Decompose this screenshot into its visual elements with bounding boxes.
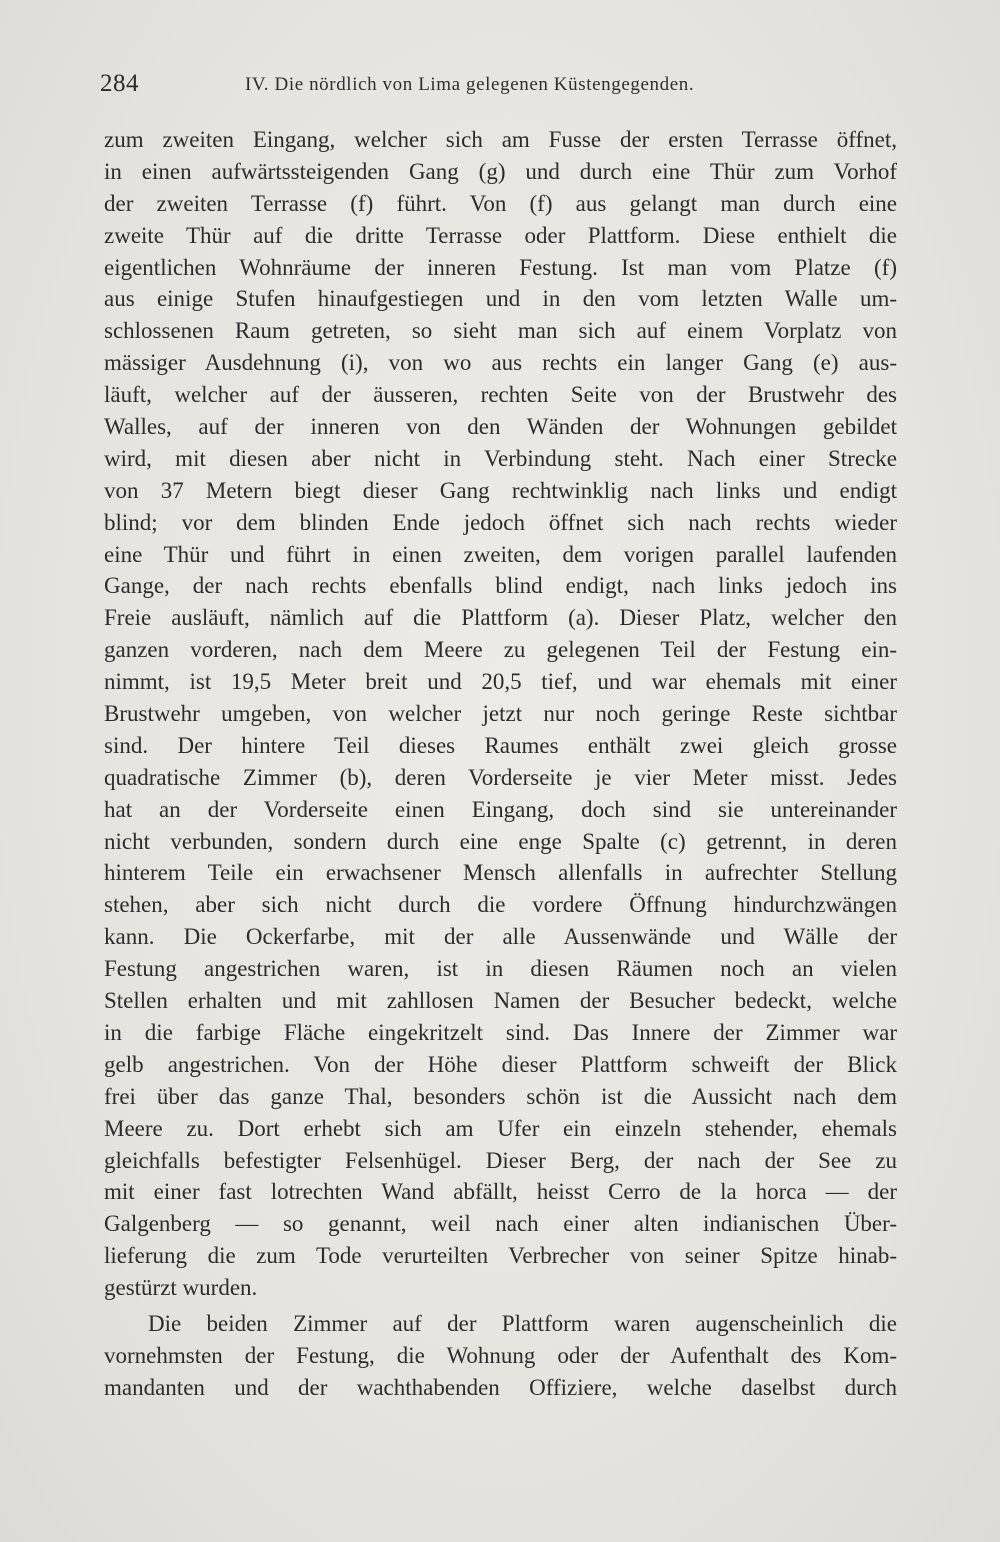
text-line: Walles, auf der inneren von den Wänden der Wohnungen gebildet	[104, 414, 897, 440]
text-line: frei über das ganze Thal, besonders schön ist die Aussicht nach dem	[104, 1083, 897, 1109]
text-line: Stellen erhalten und mit zahllosen Namen der Besucher bedeckt, welche	[104, 988, 897, 1014]
text-line: eigentlichen Wohnräume der inneren Festung. Ist man vom Platze (f)	[104, 254, 897, 280]
text-line: Meere zu. Dort erhebt sich am Ufer ein einzeln stehender, ehemals	[104, 1115, 897, 1141]
text-line: zum zweiten Eingang, welcher sich am Fusse der ersten Terrasse öffnet,	[104, 127, 897, 152]
text-line: gleichfalls befestigter Felsenhügel. Dieser Berg, der nach der See zu	[104, 1147, 897, 1173]
text-line: nimmt, ist 19,5 Meter breit und 20,5 tief, und war ehemals mit einer	[104, 669, 897, 695]
text-line: in die farbige Fläche eingekritzelt sind. Das Innere der Zimmer war	[104, 1019, 897, 1045]
text-line: zweite Thür auf die dritte Terrasse oder Plattform. Diese enthielt die	[104, 222, 897, 248]
text-line: Galgenberg — so genannt, weil nach einer alten indianischen Über-	[104, 1211, 897, 1237]
page-number: 284	[100, 70, 139, 97]
text-line: Freie ausläuft, nämlich auf die Plattform (a). Dieser Platz, welcher den	[104, 605, 897, 631]
text-line: Gange, der nach rechts ebenfalls blind endigt, nach links jedoch ins	[104, 573, 897, 599]
text-line: mässiger Ausdehnung (i), von wo aus rechts ein langer Gang (e) aus-	[104, 350, 897, 376]
text-line: in einen aufwärtssteigenden Gang (g) und durch eine Thür zum Vorhof	[104, 158, 897, 184]
text-line: der zweiten Terrasse (f) führt. Von (f) aus gelangt man durch eine	[104, 190, 897, 216]
text-line: quadratische Zimmer (b), deren Vorderseite je vier Meter misst. Jedes	[104, 764, 897, 790]
text-line: von 37 Metern biegt dieser Gang rechtwinklig nach links und endigt	[104, 477, 897, 503]
paragraph-2	[104, 1308, 897, 1404]
text-line: nicht verbunden, sondern durch eine enge Spalte (c) getrennt, in deren	[104, 828, 897, 854]
text-line: Die beiden Zimmer auf der Plattform waren augenscheinlich die	[148, 1310, 897, 1336]
text-line: mandanten und der wachthabenden Offiziere, welche daselbst durch	[104, 1374, 897, 1400]
running-head: IV. Die nördlich von Lima gelegenen Küstengegenden.	[245, 74, 695, 95]
text-line: Festung angestrichen waren, ist in diesen Räumen noch an vielen	[104, 956, 897, 982]
text-line: stehen, aber sich nicht durch die vordere Öffnung hindurchzwängen	[104, 892, 897, 918]
text-line: Brustwehr umgeben, von welcher jetzt nur noch geringe Reste sichtbar	[104, 701, 897, 727]
body-text	[104, 124, 897, 1404]
text-line: schlossenen Raum getreten, so sieht man sich auf einem Vorplatz von	[104, 318, 897, 344]
text-line: wird, mit diesen aber nicht in Verbindung steht. Nach einer Strecke	[104, 445, 897, 471]
text-line: mit einer fast lotrechten Wand abfällt, heisst Cerro de la horca — der	[104, 1179, 897, 1205]
text-line: hinterem Teile ein erwachsener Mensch allenfalls in aufrechter Stellung	[104, 860, 897, 886]
text-line: ganzen vorderen, nach dem Meere zu gelegenen Teil der Festung ein-	[104, 637, 897, 663]
text-line: blind; vor dem blinden Ende jedoch öffnet sich nach rechts wieder	[104, 509, 897, 535]
text-line: läuft, welcher auf der äusseren, rechten Seite von der Brustwehr des	[104, 382, 897, 408]
text-line: kann. Die Ockerfarbe, mit der alle Aussenwände und Wälle der	[104, 924, 897, 950]
paragraph-1	[104, 124, 897, 1304]
text-line: gelb angestrichen. Von der Höhe dieser Plattform schweift der Blick	[104, 1051, 897, 1077]
page-header	[100, 70, 900, 106]
text-line: eine Thür und führt in einen zweiten, dem vorigen parallel laufenden	[104, 541, 897, 567]
text-line: vornehmsten der Festung, die Wohnung oder der Aufenthalt des Kom-	[104, 1342, 897, 1368]
text-line: gestürzt wurden.	[104, 1275, 258, 1301]
text-line: sind. Der hintere Teil dieses Raumes enthält zwei gleich grosse	[104, 732, 897, 758]
text-line: aus einige Stufen hinaufgestiegen und in den vom letzten Walle um-	[104, 286, 897, 312]
text-line: lieferung die zum Tode verurteilten Verbrecher von seiner Spitze hinab-	[104, 1243, 897, 1269]
text-line: hat an der Vorderseite einen Eingang, doch sind sie untereinander	[104, 796, 897, 822]
